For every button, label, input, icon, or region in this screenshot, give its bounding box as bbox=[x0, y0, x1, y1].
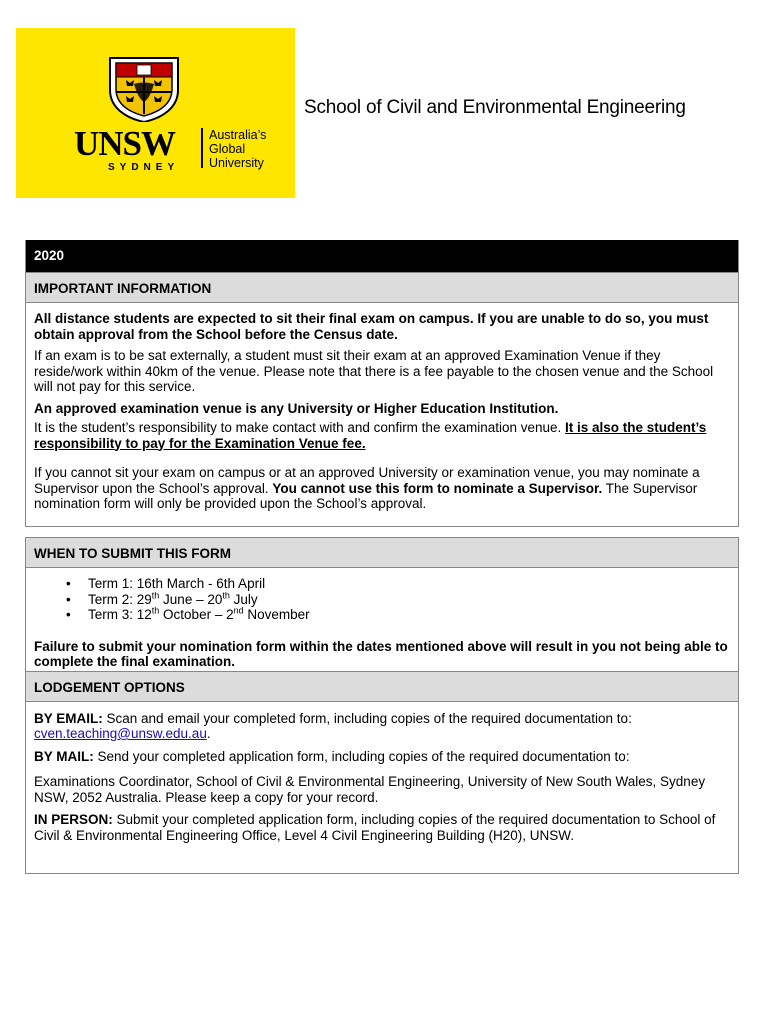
year-header: 2020 bbox=[26, 240, 738, 272]
lodge-in-person: IN PERSON: Submit your completed application form, including copies of the required documentation to School of Civil & Environmental Engineering Office, Level 4 Civil Engineering Building (H20), UNSW. bbox=[34, 812, 716, 843]
term-3-dates: • Term 3: 12th October – 2nd November bbox=[66, 607, 730, 623]
term-list bbox=[34, 576, 730, 623]
unsw-logo bbox=[16, 28, 295, 198]
unsw-crest-icon bbox=[106, 56, 182, 122]
venue-responsibility-text: It is the student’s responsibility to make contact with and confirm the examination venue. It is also the student’s responsibility to pay for the Examination Venue fee. bbox=[34, 420, 707, 451]
external-exam-notice: If an exam is to be sat externally, a student must sit their exam at an approved Examination Venue if they reside/work within 40km of the venue. Please note that there is a fee payable to the chosen venue and the School will not pay for this service. bbox=[34, 348, 714, 394]
mailing-address: Examinations Coordinator, School of Civil & Environmental Engineering, University of New South Wales, Sydney NSW, 2052 Australia. Please keep a copy for your record. bbox=[34, 774, 706, 805]
email-link[interactable]: cven.teaching@unsw.edu.au bbox=[34, 726, 207, 741]
school-title: School of Civil and Environmental Engineering bbox=[304, 97, 686, 118]
unsw-city: SYDNEY bbox=[108, 162, 180, 173]
lodge-by-mail: BY MAIL: Send your completed application form, including copies of the required documentation to: bbox=[34, 748, 630, 764]
term-1-dates: • Term 1: 16th March - 6th April bbox=[66, 576, 730, 592]
when-to-submit-section bbox=[25, 537, 739, 874]
approved-venue-text: An approved examination venue is any University or Higher Education Institution. bbox=[34, 400, 559, 416]
lodge-by-email: BY EMAIL: Scan and email your completed form, including copies of the required documentation to: cven.teaching@unsw.edu.au. bbox=[34, 710, 632, 741]
logo-divider bbox=[201, 128, 203, 168]
important-information-body bbox=[26, 303, 738, 526]
term-2-dates: • Term 2: 29th June – 20th July bbox=[66, 592, 730, 608]
when-to-submit-heading: WHEN TO SUBMIT THIS FORM bbox=[26, 537, 738, 568]
unsw-wordmark: UNSW bbox=[74, 124, 176, 163]
important-information-heading: IMPORTANT INFORMATION bbox=[26, 272, 738, 303]
logo-tagline: Australia’s Global University bbox=[209, 128, 267, 170]
campus-exam-notice: All distance students are expected to sit their final exam on campus. If you are unable to do so, you must obtain approval from the School before the Census date. bbox=[34, 311, 709, 342]
late-submission-warning: Failure to submit your nomination form within the dates mentioned above will result in you not being able to complete the final examination. bbox=[34, 638, 728, 669]
supervisor-nomination-text: If you cannot sit your exam on campus or at an approved University or examination venue, you may nominate a Supervisor upon the School’s approval. You cannot use this form to nominate a Supervisor. The Supervisor nomination form will only be provided upon the School’s approval. bbox=[34, 465, 700, 511]
important-information-section bbox=[25, 240, 739, 527]
lodgement-options-body bbox=[26, 702, 738, 874]
lodgement-options-heading: LODGEMENT OPTIONS bbox=[26, 671, 738, 702]
submission-periods bbox=[26, 568, 738, 670]
